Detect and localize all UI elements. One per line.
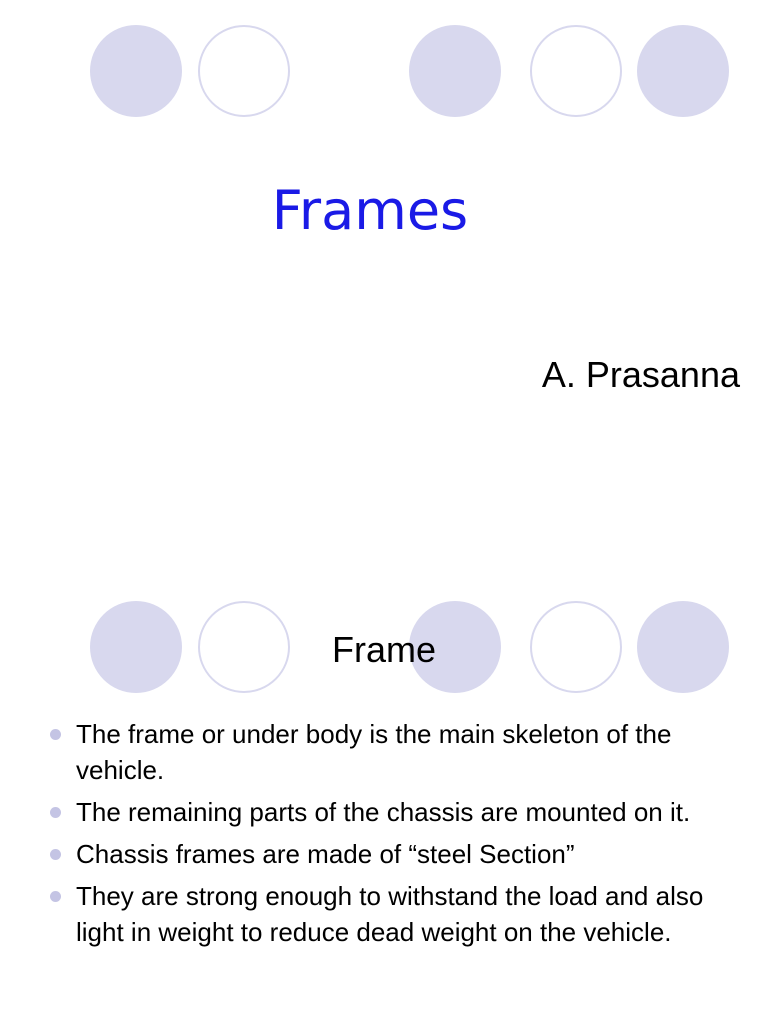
- content-slide: [0, 576, 768, 1024]
- bullet-item: [48, 716, 738, 788]
- bullet-text: Chassis frames are made of “steel Section”: [76, 839, 575, 869]
- bullet-dot-icon: [50, 729, 61, 740]
- decorative-circle-outline: [198, 25, 290, 117]
- bullet-text: The frame or under body is the main skeleton of the vehicle.: [76, 719, 672, 785]
- bullet-text: They are strong enough to withstand the load and also light in weight to reduce dead weight on the vehicle.: [76, 881, 704, 947]
- decorative-circle-outline: [530, 25, 622, 117]
- slide-title: Frames: [271, 179, 469, 242]
- decorative-circle-filled: [637, 25, 729, 117]
- bullet-dot-icon: [50, 807, 61, 818]
- slide-heading: Frame: [331, 629, 436, 670]
- decorative-circle-filled: [90, 25, 182, 117]
- bullet-item: [48, 836, 738, 872]
- bullet-dot-icon: [50, 891, 61, 902]
- bullet-item: [48, 794, 738, 830]
- bullet-dot-icon: [50, 849, 61, 860]
- bullet-item: [48, 878, 738, 950]
- bullet-text: The remaining parts of the chassis are mounted on it.: [76, 797, 691, 827]
- bullet-list: [48, 716, 738, 956]
- decorative-circle-filled: [409, 25, 501, 117]
- author-name: A. Prasanna: [541, 354, 740, 395]
